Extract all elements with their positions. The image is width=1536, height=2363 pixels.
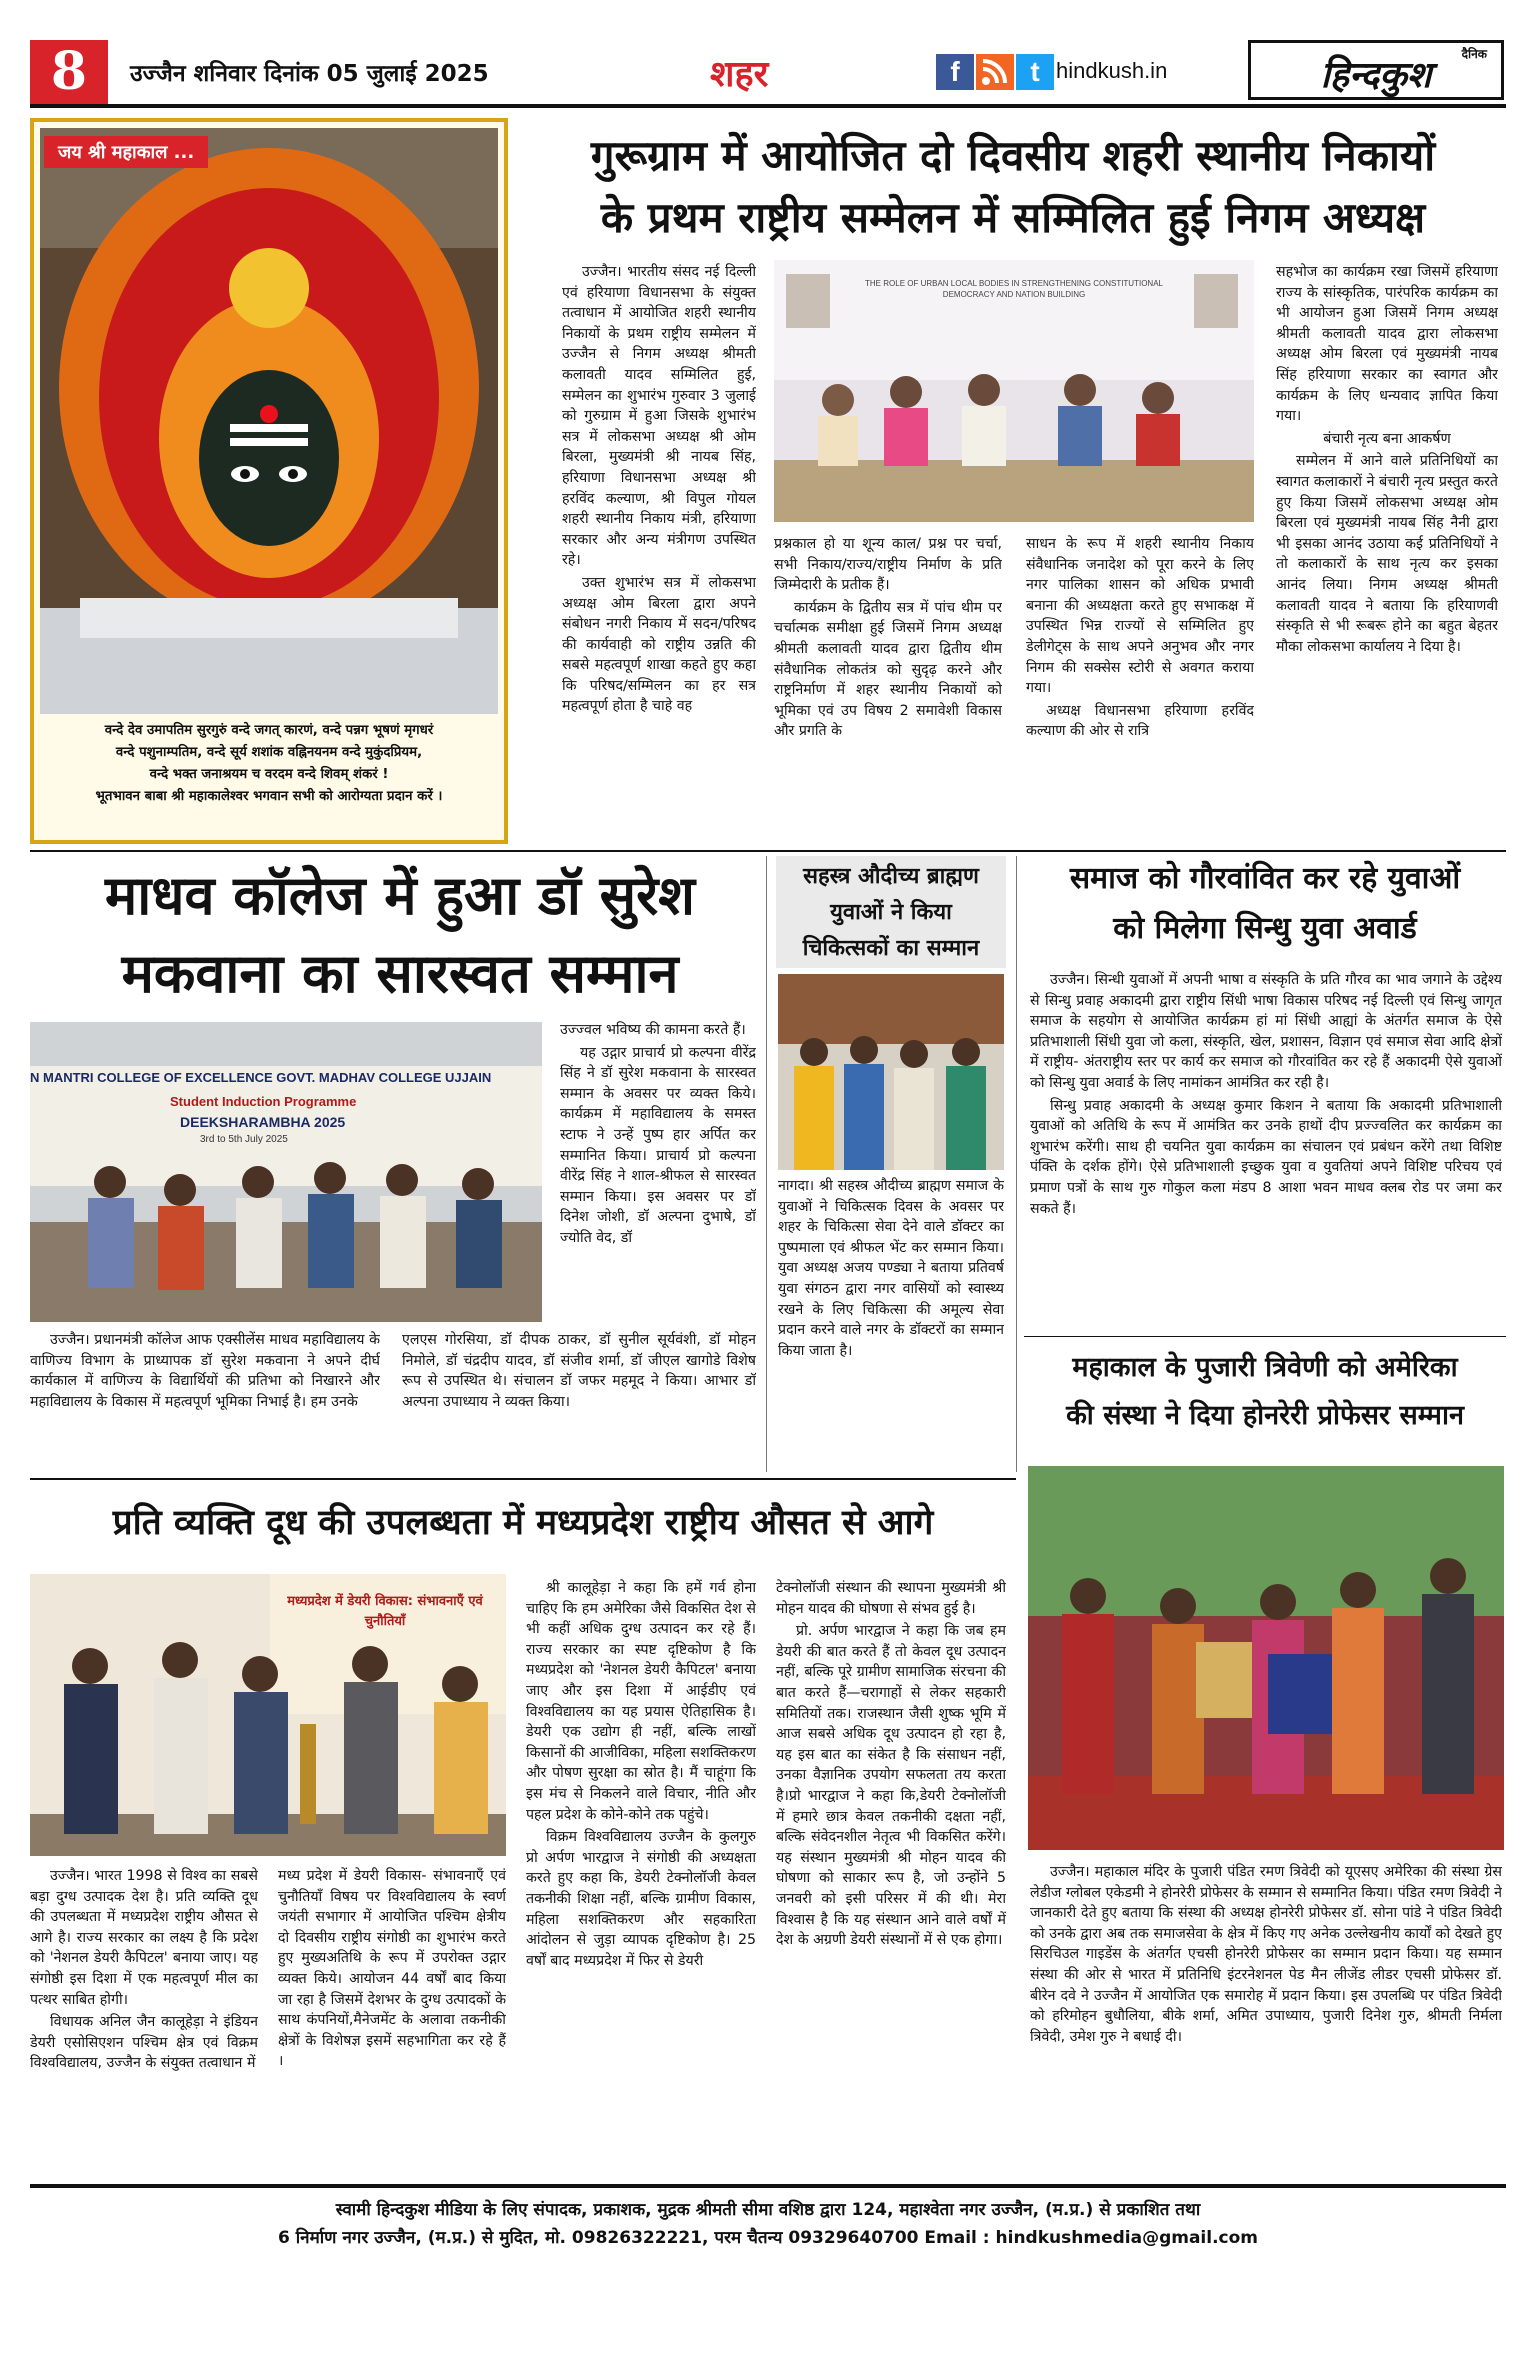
story2-photo [30,1022,542,1322]
mahakal-photo [40,128,498,714]
subheading: बंचारी नृत्य बना आकर्षण [1323,430,1451,447]
column-divider [1016,856,1017,1472]
story6-banner-text: मध्यप्रदेश में डेयरी विकास: संभावनाएँ एवं चुनौतियाँ [287,1594,483,1629]
story6-col2 [278,1866,506,2172]
story3-body [778,1176,1004,1470]
story2-headline-2: मकवाना का सारस्वत सम्मान [121,942,679,1005]
story5-headline-1: महाकाल के पुजारी त्रिवेणी को अमेरिका [1072,1352,1458,1383]
story1-banner-text: THE ROLE OF URBAN LOCAL BODIES IN STRENGTHENING CONSTITUTIONAL DEMOCRACY AND NATION BUILDING [865,279,1163,299]
divider [30,850,1506,852]
masthead-rule [30,104,1506,108]
facebook-icon[interactable]: f [936,54,974,90]
section-label: शहर [710,54,769,95]
story2-col-a [30,1330,380,1470]
story1-col1 [562,262,756,810]
paragraph: साधन के रूप में शहरी स्थानीय निकाय संवैधानिक जनादेश को पूरा करने के लिए नगर पालिका शासन को अधिक प्रभावी बनाना की अध्यक्षता करते हुए सभाकक्ष में उपस्थित भिन्न राज्यों से सम्मिलित हुए डेलीगेट्स के साथ अपने अनुभव और नगर निगम की सक्सेस स्टोरी से अवगत कराया गया। [1026,536,1254,697]
paragraph: प्रो. अर्पण भारद्वाज ने कहा कि जब हम डेयरी की बात करते हैं तो केवल दूध उत्पादन नहीं, बल्कि पूरे ग्रामीण सामाजिक संरचना की बात करते हैं—चरागाहों से लेकर सहकारी समितियों तक। राजस्थान जैसी शुष्क भूमि में आज सबसे अधिक दूध उत्पादन हो रहा है, यह इस बात का संकेत है कि संसाधन नहीं, उनका वैज्ञानिक उपयोग सफलता तय करता है।प्रो भारद्वाज ने कहा कि,डेयरी टेक्नोलॉजी में हमारे छात्र केवल तकनीकी दक्षता नहीं, बल्कि संवेदनशील नेतृत्व भी विकसित करेंगे। यह संस्थान मुख्यमंत्री श्री मोहन यादव की घोषणा को साकार रूप है, जो उन्होंने 5 जनवरी को इसी परिसर में की थी। मेरा विश्वास है कि यह संस्थान आने वाले वर्षों में देश के अग्रणी डेयरी संस्थानों में से एक होगा। [776,1623,1006,1949]
social-icons [936,52,1076,92]
caption-line: वन्दे पशुनाम्पतिम, वन्दे सूर्य शशांक वह्निनयनम वन्दे मुकुंदप्रियम, [115,745,423,760]
column-divider [766,856,767,1472]
footer-imprint [30,2196,1506,2252]
story3-headline-2: युवाओं ने किया [830,900,952,925]
paragraph: उज्ज्वल भविष्य की कामना करते हैं। [560,1022,746,1038]
paragraph: उज्जैन। भारत 1998 से विश्व का सबसे बड़ा दुग्ध उत्पादक देश है। प्रति व्यक्ति दूध की उपलब्धता में मध्यप्रदेश राष्ट्रीय औसत से आगे है। राज्य सरकार का लक्ष्य है कि प्रदेश को 'नेशनल डेयरी कैपिटल' बनाया जाए। यह संगोष्ठी इस दिशा में एक महत्वपूर्ण मील का पत्थर साबित होगी। [30,1868,258,2008]
story1-headline-1: गुरूग्राम में आयोजित दो दिवसीय शहरी स्थानीय निकायों [590,131,1436,180]
story5-body [1030,1862,1502,2168]
paragraph: सम्मेलन में आने वाले प्रतिनिधियों का स्वागत कलाकारों ने बंचारी नृत्य प्रस्तुत करते हुए किया जिसमें लोकसभा अध्यक्ष ओम बिरला एवं मुख्यमंत्री नायब सिंह नैनी द्वारा भी इसका आनंद उठाया कई प्रतिनिधियों ने तो कलाकारों के साथ नृत्य कर इसका आनंद लिया। निगम अध्यक्ष श्रीमती कलावती यादव ने बताया कि हरियाणवी संस्कृति से भी रूबरू होने का बहुत बेहतर मौका लोकसभा कार्यालय ने दिया है। [1276,453,1498,655]
story2-banner-3: DEEKSHARAMBHA 2025 [180,1114,346,1130]
twitter-icon[interactable]: t [1016,54,1054,90]
divider [30,1478,1016,1480]
divider [1024,1336,1506,1337]
paragraph: सिन्धु प्रवाह अकादमी के अध्यक्ष कुमार किशन ने बताया कि अकादमी प्रतिभाशाली युवाओं को अतिथि के रूप में आमंत्रित कर उनके हाथों दीप प्रज्ज्वलित कर कार्यक्रम का शुभारंभ करेंगी। साथ ही चयनित युवा कार्यक्रम का संचालन एवं प्रबंधन करेंगे तथा विशिष्ट पंक्ति के दर्शक होंगे। ऐसे प्रतिभाशाली इच्छुक युवा व युवतियां अपने विशिष्ट परिचय एवं प्रमाण पत्रों के साथ गुरु गोकुल कला मंडप 8 आशा भवन माधव क्लब रोड पर जमा कर सकते हैं। [1030,1097,1502,1217]
footer-line-1: स्वामी हिन्दकुश मीडिया के लिए संपादक, प्रकाशक, मुद्रक श्रीमती सीमा वशिष्ठ द्वारा 124, महाश्वेता नगर उज्जैन, (म.प्र.) से प्रकाशित तथा [335,2200,1201,2220]
caption-line: भूतभावन बाबा श्री महाकालेश्वर भगवान सभी को आरोग्यता प्रदान करें । [95,789,443,804]
story2-banner-1: N MANTRI COLLEGE OF EXCELLENCE GOVT. MADHAV COLLEGE UJJAIN [30,1070,492,1085]
story3-photo [778,974,1004,1170]
masthead [30,40,1506,106]
mahakal-tag: जय श्री महाकाल ... [44,136,208,168]
story3-headline-box [776,856,1006,968]
paragraph: टेक्नोलॉजी संस्थान की स्थापना मुख्यमंत्री श्री मोहन यादव की घोषणा से संभव हुई है। [776,1580,1006,1617]
footer-line-2: 6 निर्माण नगर उज्जैन, (म.प्र.) से मुदित, मो. 09826322221, परम चैतन्य 09329640700 Email : hindkushmedia@gmail.com [278,2228,1258,2248]
story3-headline-3: चिकित्सकों का सम्मान [802,936,980,961]
paragraph: उक्त शुभारंभ सत्र में लोकसभा अध्यक्ष ओम बिरला द्वारा अपने संबोधन नगरी निकाय में सदन/परिषद की कार्यवाही को राष्ट्रीय उन्नति की सबसे महत्वपूर्ण शाखा कहते हुए कहा कि परिषद/सम्मिलन का हर सत्र महत्वपूर्ण होता है चाहे वह [562,574,756,715]
story2-col-right [560,1020,756,1324]
footer-rule [30,2184,1506,2188]
paragraph: प्रश्नकाल हो या शून्य काल/ प्रश्न पर चर्चा, सभी निकाय/राज्य/राष्ट्रीय निर्माण के प्रति जिम्मेदारी के प्रतीक हैं। [774,536,1002,594]
paragraph: उज्जैन। महाकाल मंदिर के पुजारी पंडित रमण त्रिवेदी को यूएसए अमेरिका की संस्था ग्रेस लेडीज ग्लोबल एकेडमी ने होनरेरी प्रोफेसर के सम्मान से सम्मानित किया। पंडित रमण त्रिवेदी ने जानकारी देते हुए बताया कि संस्था की अध्यक्ष होनरेरी प्रोफेसर डॉ. सोना पांडे ने पंडित त्रिवेदी को उनके द्वारा अब तक समाजसेवा के क्षेत्र में किए गए अनेक उल्लेखनीय कार्यों को देखते हुए सिरचिउल गाइडेंस के अंतर्गत एचसी होनरेरी प्रोफेसर का सम्मान प्रदान किया। यह सम्मान संस्था की ओर से भारत में प्रतिनिधि इंटरनेशनल पेड मैन लीजेंड लीडर एचसी प्रोफेसर डॉ. बीरेन दवे ने उज्जैन में आयोजित एक समारोह में प्रदान किया। इस उपलब्धि पर पंडित त्रिवेदी को हरिमोहन बुधौलिया, बीके शर्मा, अमित उपाध्याय, पुजारी दिनेश गुरु, श्रीमती निर्मला त्रिवेदी, उमेश गुरु ने बधाई दी। [1030,1864,1502,2045]
caption-line: वन्दे देव उमापतिम सुरगुरुं वन्दे जगत् कारणं, वन्दे पन्नग भूषणं मृगधरं [104,723,434,738]
dateline: उज्जैन शनिवार दिनांक 05 जुलाई 2025 [130,61,489,87]
story6-col4 [776,1578,1006,2172]
paper-logo-small: दैनिक [1461,47,1487,61]
story2-col-b [402,1330,756,1470]
story1-photo [774,260,1254,522]
paragraph: श्री कालूहेड़ा ने कहा कि हमें गर्व होना चाहिए कि हम अमेरिका जैसे विकसित देश से भी कहीं अधिक दुग्ध उत्पादन कर रहे हैं। राज्य सरकार का स्पष्ट दृष्टिकोण है कि मध्यप्रदेश को 'नेशनल डेयरी कैपिटल' बनाया जाए और इस दिशा में आईडीए एवं विश्वविद्यालय का यह प्रयास ऐतिहासिक है। डेयरी एक उद्योग ही नहीं, बल्कि लाखों किसानों की आजीविका, महिला सशक्तिकरण और पोषण सुरक्षा का स्रोत है। मैं चाहूंगा कि इस मंच से निकलने वाले विचार, नीति और पहल प्रदेश के कोने-कोने तक पहुंचे। [526,1580,756,1823]
story6-photo [30,1574,506,1856]
story6-col1 [30,1866,258,2172]
paragraph: विधायक अनिल जैन कालूहेड़ा ने इंडियन डेयरी एसोसिएशन पश्चिम क्षेत्र एवं विक्रम विश्वविद्यालय, उज्जैन के संयुक्त तत्वाधान में [30,2014,258,2072]
story2-banner-4: 3rd to 5th July 2025 [200,1134,288,1145]
paragraph: उज्जैन। प्रधानमंत्री कॉलेज आफ एक्सीलेंस माधव महाविद्यालय के वाणिज्य विभाग के प्राध्यापक डॉ सुरेश मकवाना ने अपने दीर्घ कार्यकाल में वाणिज्य के विद्यार्थियों की प्रतिभा को निखारने और महाविद्यालय के विकास में महत्वपूर्ण भूमिका निभाई है। हम उनके [30,1332,380,1410]
paragraph: मध्य प्रदेश में डेयरी विकास- संभावनाएँ एवं चुनौतियाँ विषय पर विश्वविद्यालय के स्वर्ण जयंती सभागार में आयोजित पश्चिम क्षेत्रीय दो दिवसीय राष्ट्रीय संगोष्ठी का शुभारंभ करते हुए मुख्यअतिथि के रूप में उपरोक्त उद्गार व्यक्त किये। आयोजन 44 वर्षों बाद किया जा रहा है जिसमें देशभर के दुग्ध उत्पादकों के साथ कंपनियों,मैनेजमेंट के अलावा तकनीकी क्षेत्रों के विशेषज्ञ इसमें सहभागिता कर रहे हैं । [278,1868,506,2070]
caption-line: वन्दे भक्त जनाश्रयम च वरदम वन्दे शिवम् शंकरं ! [149,767,389,782]
paragraph: यह उद्गार प्राचार्य प्रो कल्पना वीरेंद्र सिंह ने डॉ सुरेश मकवाना के सारस्वत सम्मान के अवसर पर व्यक्त किये। कार्यक्रम में महाविद्यालय के समस्त स्टाफ ने उन्हें पुष्प हार अर्पित कर सम्मानित किया। प्राचार्य प्रो कल्पना वीरेंद्र सिंह ने शाल-श्रीफल से सारस्वत सम्मान किया। इस अवसर पर डॉ दिनेश जोशी, डॉ अल्पना दुभाषे, डॉ ज्योति वेद, डॉ [560,1044,756,1246]
mahakal-caption [40,720,498,808]
story5-headline-2: की संस्था ने दिया होनरेरी प्रोफेसर सम्मान [1066,1400,1464,1431]
story1-col3 [1026,534,1254,810]
paragraph: एलएस गोरसिया, डॉ दीपक ठाकर, डॉ सुनील सूर्यवंशी, डॉ मोहन निमोले, डॉ चंद्रदीप यादव, डॉ संजीव शर्मा, डॉ जीएल खागोडे विशेष रूप से उपस्थित थे। संचालन डॉ जफर महमूद ने किया। आभार डॉ अल्पना उपाध्याय ने व्यक्त किया। [402,1332,756,1410]
paragraph: अध्यक्ष विधानसभा हरियाणा हरविंद कल्याण की ओर से रात्रि [1026,702,1254,740]
story3-headline-1: सहस्त्र औदीच्य ब्राह्मण [803,864,979,889]
story1-col4 [1276,262,1498,810]
paragraph: उज्जैन। भारतीय संसद नई दिल्ली एवं हरियाणा विधानसभा के संयुक्त तत्वाधान में आयोजित शहरी स्थानीय निकायों के प्रथम राष्ट्रीय सम्मेलन में उज्जैन से निगम अध्यक्ष श्रीमती कलावती यादव सम्मिलित हुई, सम्मेलन का शुभारंभ गुरुवार 3 जुलाई को गुरुग्राम में हुआ जिसके शुभारंभ सत्र में लोकसभा अध्यक्ष श्री ओम बिरला, मुख्यमंत्री श्री नायब सिंह, हरियाणा विधानसभा अध्यक्ष श्री हरविंद कल्याण, श्री विपुल गोयल शहरी स्थानीय निकाय मंत्री, हरियाणा सरकार और अन्य मंत्रीगण उपस्थित रहे। [562,264,756,569]
paper-logo [1248,40,1504,100]
paper-logo-name: हिन्दकुश [1320,54,1432,96]
story5-photo [1028,1466,1504,1850]
story1-col2 [774,534,1002,810]
story2-headline-1: माधव कॉलेज में हुआ डॉ सुरेश [105,864,695,927]
paragraph: विक्रम विश्वविद्यालय उज्जैन के कुलगुरु प्रो अर्पण भारद्वाज ने संगोष्ठी की अध्यक्षता करते हुए कहा कि, डेयरी टेक्नोलॉजी केवल तकनीकी शिक्षा नहीं, बल्कि ग्रामीण विकास, महिला सशक्तिकरण और सहकारिता आंदोलन से जुड़ा व्यापक दृष्टिकोण है। 25 वर्षों बाद मध्यप्रदेश में फिर से डेयरी [526,1829,756,1969]
story1-headline-2: के प्रथम राष्ट्रीय सम्मेलन में सम्मिलित हुई निगम अध्यक्ष [600,193,1426,242]
story4-headline-2: को मिलेगा सिन्धु युवा अवार्ड [1113,911,1417,946]
page-number: 8 [30,40,108,104]
story6-col3 [526,1578,756,2172]
paragraph: नागदा। श्री सहस्त्र औदीच्य ब्राह्मण समाज के युवाओं ने चिकित्सक दिवस के अवसर पर शहर के चिकित्सा सेवा देने वाले डॉक्टर का पुष्पमाला एवं श्रीफल भेंट कर सम्मान किया। युवा अध्यक्ष अजय पण्ड्या ने बताया प्रतिवर्ष युवा संगठन द्वारा नगर वासियों को स्वास्थ्य रखने के लिए चिकित्सा की अमूल्य सेवा प्रदान करने वाले नगर के डॉक्टरों का सम्मान किया जाता है। [778,1178,1004,1359]
rss-icon[interactable] [976,54,1014,90]
website-link[interactable]: hindkush.in [1056,58,1168,83]
story2-banner-2: Student Induction Programme [170,1094,357,1109]
story4-headline-1: समाज को गौरवांवित कर रहे युवाओं [1069,861,1461,896]
mahakal-box [30,118,508,844]
paragraph: सहभोज का कार्यक्रम रखा जिसमें हरियाणा राज्य के सांस्कृतिक, पारंपरिक कार्यक्रम का भी आयोजन हुआ जिसमें निगम अध्यक्ष श्रीमती कलावती यादव द्वारा लोकसभा अध्यक्ष ओम बिरला एवं मुख्यमंत्री नायब सिंह हरियाणा सरकार का स्वागत और कार्यक्रम के लिए धन्यवाद ज्ञापित किया गया। [1276,264,1498,425]
story6-headline: प्रति व्यक्ति दूध की उपलब्धता में मध्यप्रदेश राष्ट्रीय औसत से आगे [112,1503,934,1543]
story4-body [1030,970,1502,1330]
paragraph: कार्यक्रम के द्वितीय सत्र में पांच थीम पर चर्चात्मक समीक्षा हुई जिसमें निगम अध्यक्ष श्रीमती कलावती यादव द्वारा द्वितीय थीम संवैधानिक लोकतंत्र को सुदृढ़ करने और राष्ट्रनिर्माण में शहर स्थानीय निकायों को भूमिका एवं उप विषय 2 समावेशी विकास और प्रगति के [774,599,1002,740]
paragraph: उज्जैन। सिन्धी युवाओं में अपनी भाषा व संस्कृति के प्रति गौरव का भाव जगाने के उद्देश्य से सिन्धु प्रवाह अकादमी द्वारा राष्ट्रीय सिंधी भाषा विकास परिषद नई दिल्ली एवं सिन्धु जागृत समाज के सहयोग से आयोजित कार्यक्रम हां मां सिंधी आह्यां के अंतर्गत समाज के ऐसे प्रतिभाशाली सिंधी युवा जो कला, संस्कृति, खेल, प्रशासन, विज्ञान एवं समाज सेवा आदि क्षेत्रों में राष्ट्रीय- अंतराष्ट्रीय स्तर पर कार्य कर समाज को गौरवांवित कर रहे हैं अकादमी ऐसे युवाओं को सिन्धु युवा अवार्ड के लिए नामांकन आमंत्रित कर रही है। [1030,972,1502,1091]
